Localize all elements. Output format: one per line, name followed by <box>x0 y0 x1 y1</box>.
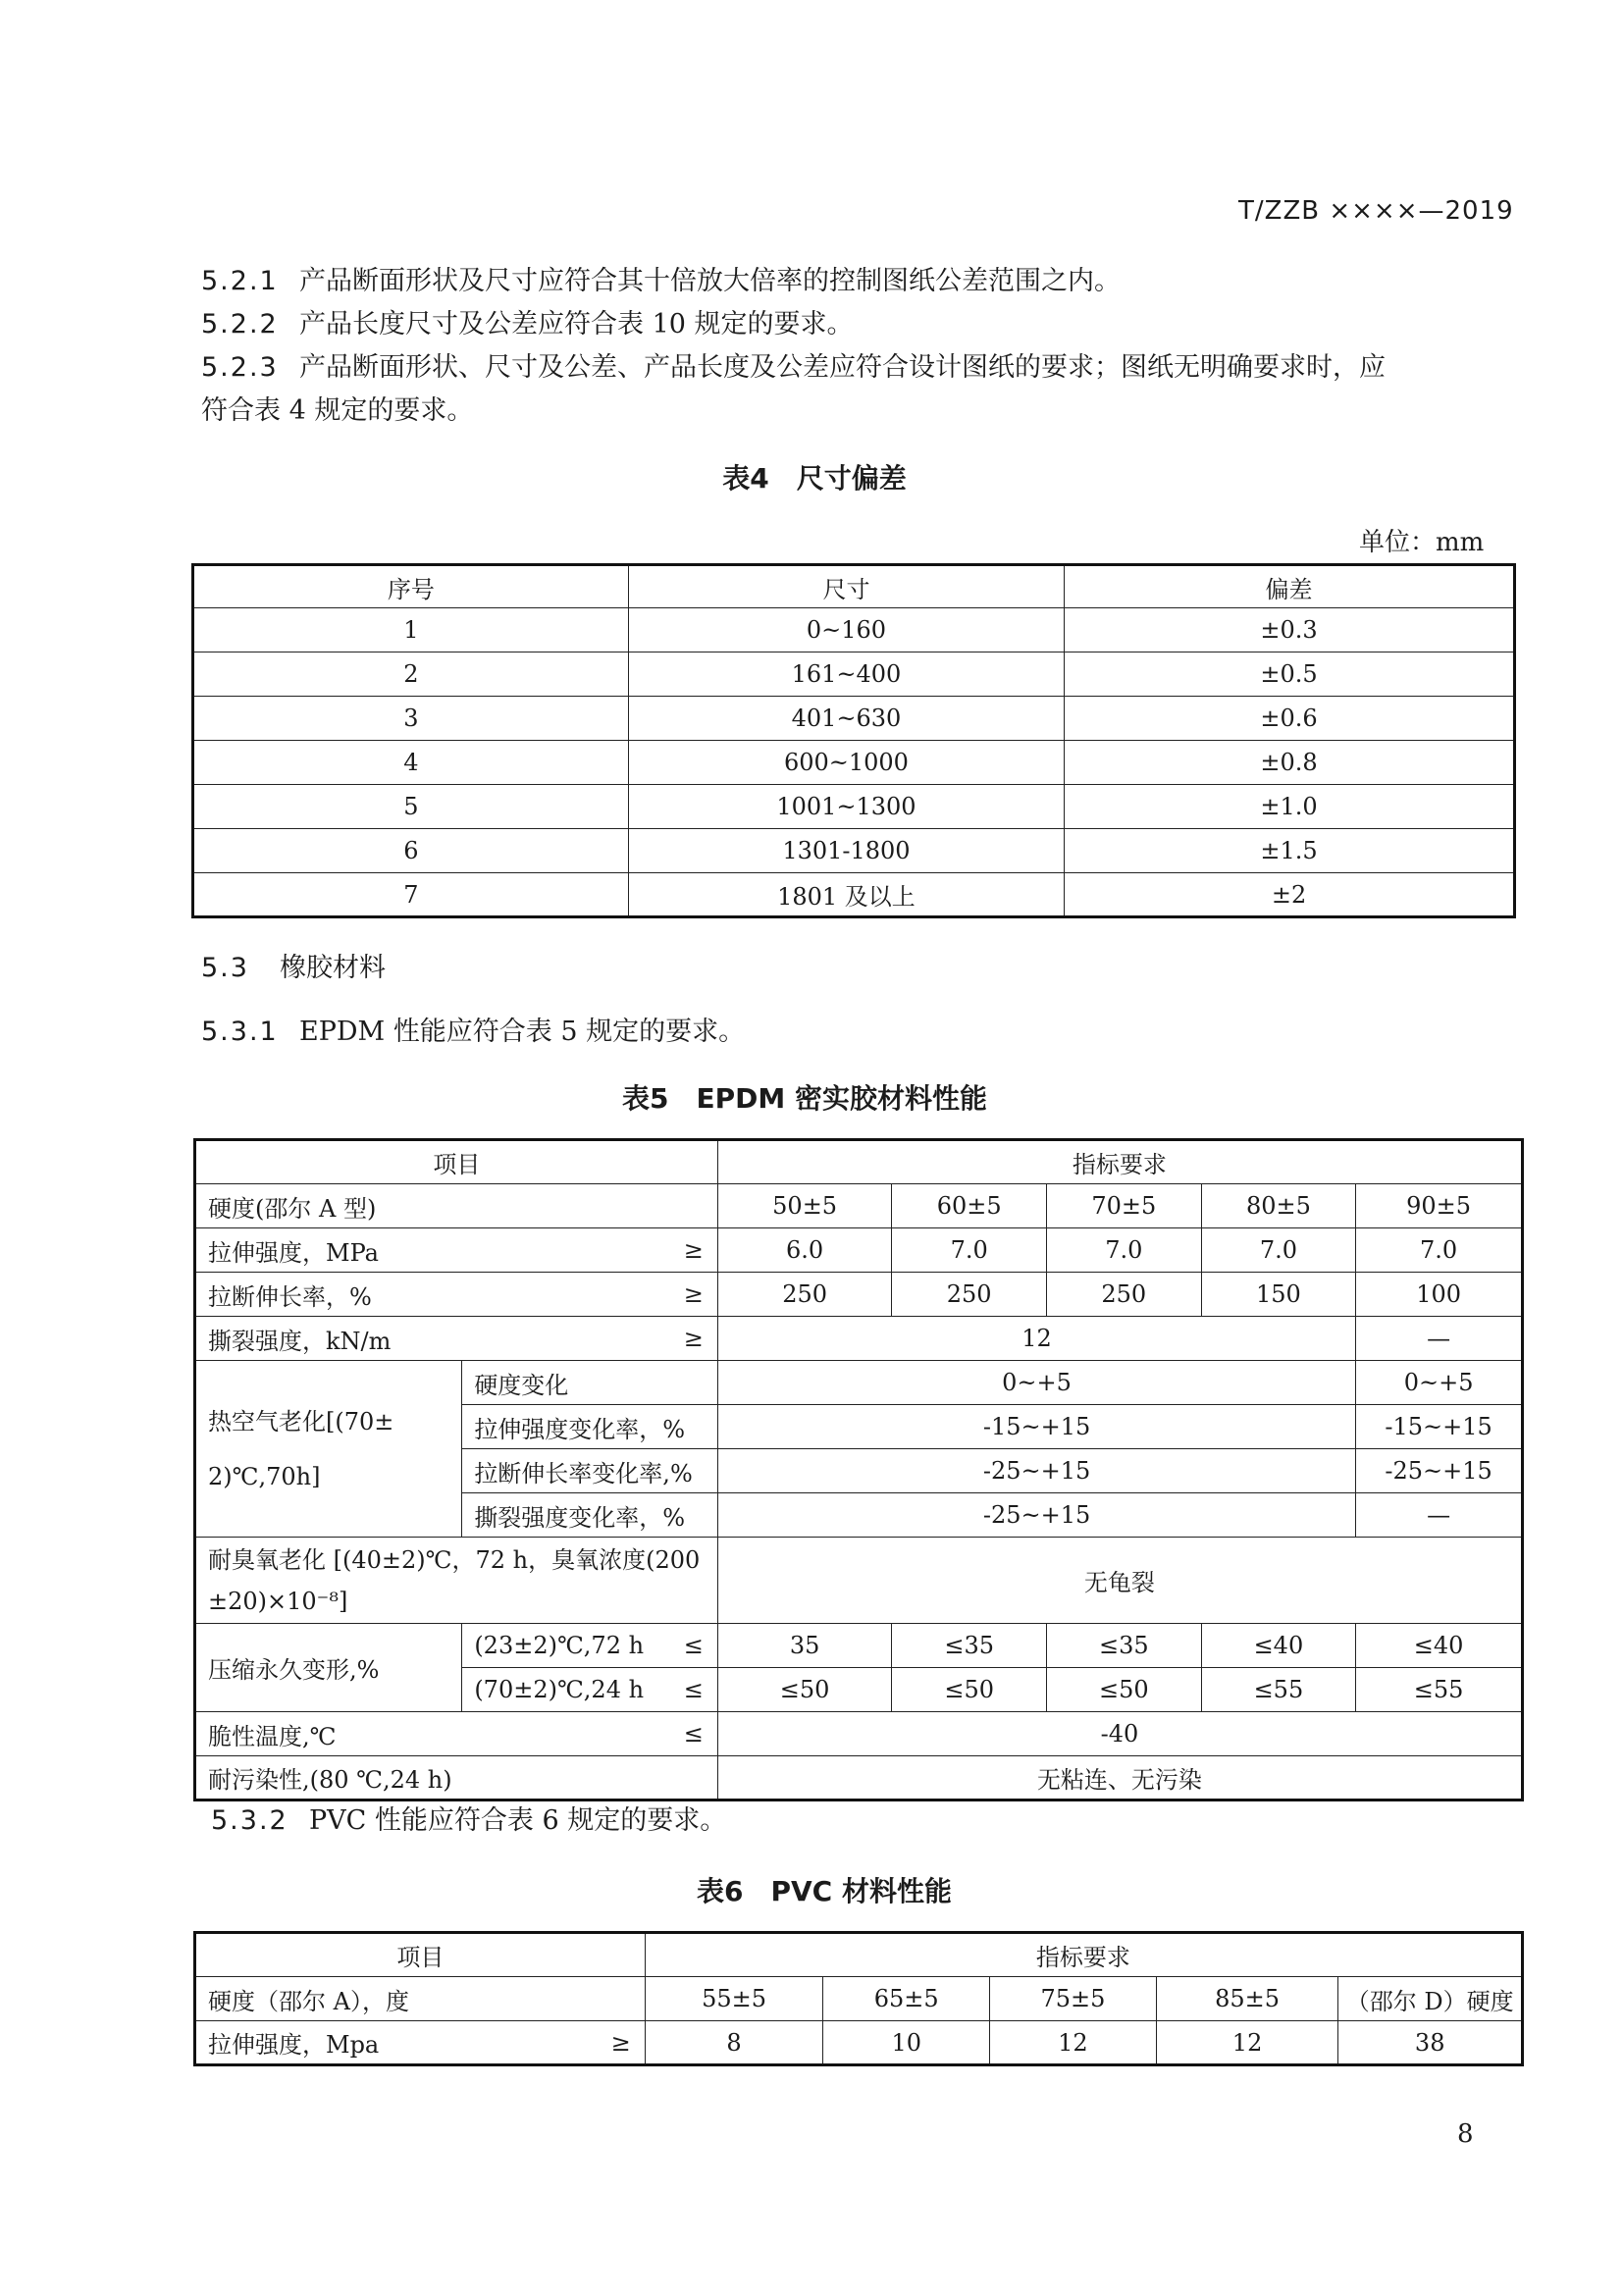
paragraph-5-3-1 <box>201 1011 745 1054</box>
operator-symbol: ≥ <box>683 1236 704 1264</box>
table6-caption: 表6 PVC 材料性能 <box>697 1875 952 1907</box>
table-cell: ±0.8 <box>1065 741 1515 785</box>
table-cell: 3 <box>193 697 629 741</box>
clause-text: 产品断面形状、尺寸及公差、产品长度及公差应符合设计图纸的要求；图纸无明确要求时，应 <box>299 352 1386 383</box>
table-header-cell: 指标要求 <box>717 1140 1522 1184</box>
row-label: 硬度(邵尔 A 型) <box>195 1184 718 1228</box>
table-row <box>195 1756 1523 1800</box>
table-cell: 90±5 <box>1356 1184 1523 1228</box>
section-5-3-heading <box>201 947 386 990</box>
table-row <box>195 1538 1523 1624</box>
row-label <box>195 1228 718 1273</box>
table-cell: -15~+15 <box>717 1405 1355 1449</box>
table-row <box>193 741 1515 785</box>
clause-number: 5.3.2 <box>211 1805 288 1836</box>
table-header-cell: 序号 <box>193 565 629 608</box>
paragraph-5-3-2 <box>211 1800 726 1843</box>
table-row <box>193 785 1515 829</box>
table-cell: 无龟裂 <box>717 1538 1522 1624</box>
table-cell: 80±5 <box>1201 1184 1356 1228</box>
ozone-label-line: 耐臭氧老化 [(40±2)℃，72 h，臭氧浓度(200 <box>208 1545 701 1574</box>
page-number: 8 <box>1457 2119 1474 2149</box>
table-row <box>195 1273 1523 1317</box>
table-row <box>195 1712 1523 1756</box>
table-cell: 401~630 <box>628 697 1064 741</box>
table-cell: 150 <box>1201 1273 1356 1317</box>
table-cell: 6 <box>193 829 629 873</box>
table-cell: 6.0 <box>717 1228 892 1273</box>
table-header-cell: 尺寸 <box>628 565 1064 608</box>
table-cell: ≤50 <box>892 1668 1047 1712</box>
table-cell: 0~+5 <box>1356 1361 1523 1405</box>
sub-label: 撕裂强度变化率，% <box>462 1493 718 1538</box>
row-label-text: 拉断伸长率，% <box>208 1282 372 1311</box>
clause-text: 产品断面形状及尺寸应符合其十倍放大倍率的控制图纸公差范围之内。 <box>299 266 1121 296</box>
section-title: 橡胶材料 <box>280 953 386 983</box>
row-label: 耐污染性,(80 ℃,24 h) <box>195 1756 718 1800</box>
operator-symbol: ≤ <box>683 1632 704 1659</box>
table-row <box>195 1977 1523 2021</box>
table-cell: 0~+5 <box>717 1361 1355 1405</box>
table-cell: ≤50 <box>717 1668 892 1712</box>
table-cell: 65±5 <box>823 1977 990 2021</box>
aging-group-label <box>195 1361 462 1538</box>
table-row <box>195 1184 1523 1228</box>
table-cell: 12 <box>1156 2021 1338 2065</box>
table-row <box>193 652 1515 697</box>
table-cell: 无粘连、无污染 <box>717 1756 1522 1800</box>
operator-symbol: ≤ <box>683 1720 704 1748</box>
table-cell: 38 <box>1338 2021 1523 2065</box>
operator-symbol: ≤ <box>683 1676 704 1703</box>
table-cell: 250 <box>892 1273 1047 1317</box>
sub-label: 拉断伸长率变化率,% <box>462 1449 718 1493</box>
paragraph-5-2-2 <box>201 303 1496 346</box>
table-row <box>193 873 1515 917</box>
table6-pvc-properties <box>193 1931 1524 2066</box>
table-cell: 70±5 <box>1046 1184 1201 1228</box>
table-cell: -15~+15 <box>1356 1405 1523 1449</box>
table-cell: ≤55 <box>1356 1668 1523 1712</box>
table-cell: ≤40 <box>1356 1624 1523 1668</box>
document-code-header: T/ZZB ××××—2019 <box>1238 196 1514 226</box>
operator-symbol: ≥ <box>683 1325 704 1352</box>
compression-group-label: 压缩永久变形,% <box>195 1624 462 1712</box>
table-cell: — <box>1356 1493 1523 1538</box>
table5-caption: 表5 EPDM 密实胶材料性能 <box>622 1082 987 1115</box>
table5-epdm-properties <box>193 1138 1524 1801</box>
table-header-cell: 指标要求 <box>645 1933 1522 1977</box>
table-cell: ≤55 <box>1201 1668 1356 1712</box>
table-cell: -25~+15 <box>717 1449 1355 1493</box>
condition-text: (70±2)℃,24 h <box>474 1676 645 1703</box>
paragraph-5-2-3-continued: 符合表 4 规定的要求。 <box>201 395 474 426</box>
table-row <box>193 829 1515 873</box>
table-cell: 1301-1800 <box>628 829 1064 873</box>
table-cell: 12 <box>717 1317 1355 1361</box>
table-row <box>193 697 1515 741</box>
table-cell: -25~+15 <box>1356 1449 1523 1493</box>
table4-size-deviation <box>191 563 1516 918</box>
aging-label-line: 热空气老化[(70± <box>208 1407 394 1435</box>
table4-unit: 单位：mm <box>1359 528 1485 557</box>
operator-symbol: ≥ <box>610 2028 631 2057</box>
table-cell: 12 <box>990 2021 1157 2065</box>
sub-label <box>462 1624 718 1668</box>
table-cell: 8 <box>645 2021 823 2065</box>
table-cell: — <box>1356 1317 1523 1361</box>
row-label <box>195 1317 718 1361</box>
table-cell: 250 <box>1046 1273 1201 1317</box>
row-label: 硬度（邵尔 A），度 <box>195 1977 646 2021</box>
clause-number: 5.2.3 <box>201 352 279 383</box>
clause-text: PVC 性能应符合表 6 规定的要求。 <box>309 1805 727 1836</box>
table-cell: 5 <box>193 785 629 829</box>
clause-number: 5.3.1 <box>201 1017 279 1047</box>
table-cell: 10 <box>823 2021 990 2065</box>
table-cell: （邵尔 D）硬度 <box>1338 1977 1523 2021</box>
table-header-cell: 偏差 <box>1065 565 1515 608</box>
ozone-label-line: ±20)×10⁻⁸] <box>208 1587 348 1615</box>
table-cell: -25~+15 <box>717 1493 1355 1538</box>
aging-label-line: 2)℃,70h] <box>208 1462 321 1490</box>
table-row <box>195 1624 1523 1668</box>
table-cell: 7.0 <box>1356 1228 1523 1273</box>
table-cell: ≤40 <box>1201 1624 1356 1668</box>
table-row <box>195 1228 1523 1273</box>
table-cell: ≤35 <box>892 1624 1047 1668</box>
table-cell: 55±5 <box>645 1977 823 2021</box>
table-cell: 2 <box>193 652 629 697</box>
clause-text: EPDM 性能应符合表 5 规定的要求。 <box>299 1017 746 1047</box>
section-number: 5.3 <box>201 953 249 983</box>
table-cell: 50±5 <box>717 1184 892 1228</box>
sub-label: 硬度变化 <box>462 1361 718 1405</box>
table-row <box>195 1361 1523 1405</box>
table-cell: 7.0 <box>1201 1228 1356 1273</box>
table-cell: 7.0 <box>892 1228 1047 1273</box>
row-label-text: 拉伸强度，Mpa <box>208 2031 380 2059</box>
table-cell: 1801 及以上 <box>628 873 1064 917</box>
paragraph-5-2-1 <box>201 260 1496 303</box>
table-header-row <box>195 1933 1523 1977</box>
table-cell: 60±5 <box>892 1184 1047 1228</box>
table-cell: 1001~1300 <box>628 785 1064 829</box>
table-cell: 161~400 <box>628 652 1064 697</box>
table-cell: ±0.3 <box>1065 608 1515 652</box>
table-cell: 1 <box>193 608 629 652</box>
table-cell: ±1.0 <box>1065 785 1515 829</box>
table-cell: 7 <box>193 873 629 917</box>
row-label <box>195 1273 718 1317</box>
table-cell: ±0.6 <box>1065 697 1515 741</box>
table-cell: 7.0 <box>1046 1228 1201 1273</box>
table-cell: 85±5 <box>1156 1977 1338 2021</box>
table-header-row <box>195 1140 1523 1184</box>
clause-text: 产品长度尺寸及公差应符合表 10 规定的要求。 <box>299 309 854 339</box>
row-label-text: 脆性温度,℃ <box>208 1722 337 1750</box>
table-header-cell: 项目 <box>195 1140 718 1184</box>
table-row <box>193 608 1515 652</box>
table-row <box>195 2021 1523 2065</box>
table-cell: ≤35 <box>1046 1624 1201 1668</box>
table-cell: ≤50 <box>1046 1668 1201 1712</box>
table-cell: 0~160 <box>628 608 1064 652</box>
table-cell: 75±5 <box>990 1977 1157 2021</box>
table-header-row <box>193 565 1515 608</box>
table-cell: 250 <box>717 1273 892 1317</box>
sub-label: 拉伸强度变化率，% <box>462 1405 718 1449</box>
row-label-text: 撕裂强度，kN/m <box>208 1327 392 1355</box>
table-cell: ±2 <box>1065 873 1515 917</box>
table-cell: 100 <box>1356 1273 1523 1317</box>
table-cell: 35 <box>717 1624 892 1668</box>
sub-label <box>462 1668 718 1712</box>
row-label <box>195 1538 718 1624</box>
table-cell: ±0.5 <box>1065 652 1515 697</box>
table-cell: -40 <box>717 1712 1522 1756</box>
table-cell: 4 <box>193 741 629 785</box>
row-label-text: 拉伸强度，MPa <box>208 1238 379 1267</box>
clause-number: 5.2.2 <box>201 309 279 339</box>
condition-text: (23±2)℃,72 h <box>474 1632 645 1659</box>
table-row <box>195 1317 1523 1361</box>
table4-caption: 表4 尺寸偏差 <box>722 462 907 495</box>
table-cell: ±1.5 <box>1065 829 1515 873</box>
operator-symbol: ≥ <box>683 1280 704 1308</box>
table-header-cell: 项目 <box>195 1933 646 1977</box>
clause-number: 5.2.1 <box>201 266 279 296</box>
paragraph-5-2-3 <box>201 346 1516 390</box>
row-label <box>195 1712 718 1756</box>
row-label <box>195 2021 646 2065</box>
table-cell: 600~1000 <box>628 741 1064 785</box>
